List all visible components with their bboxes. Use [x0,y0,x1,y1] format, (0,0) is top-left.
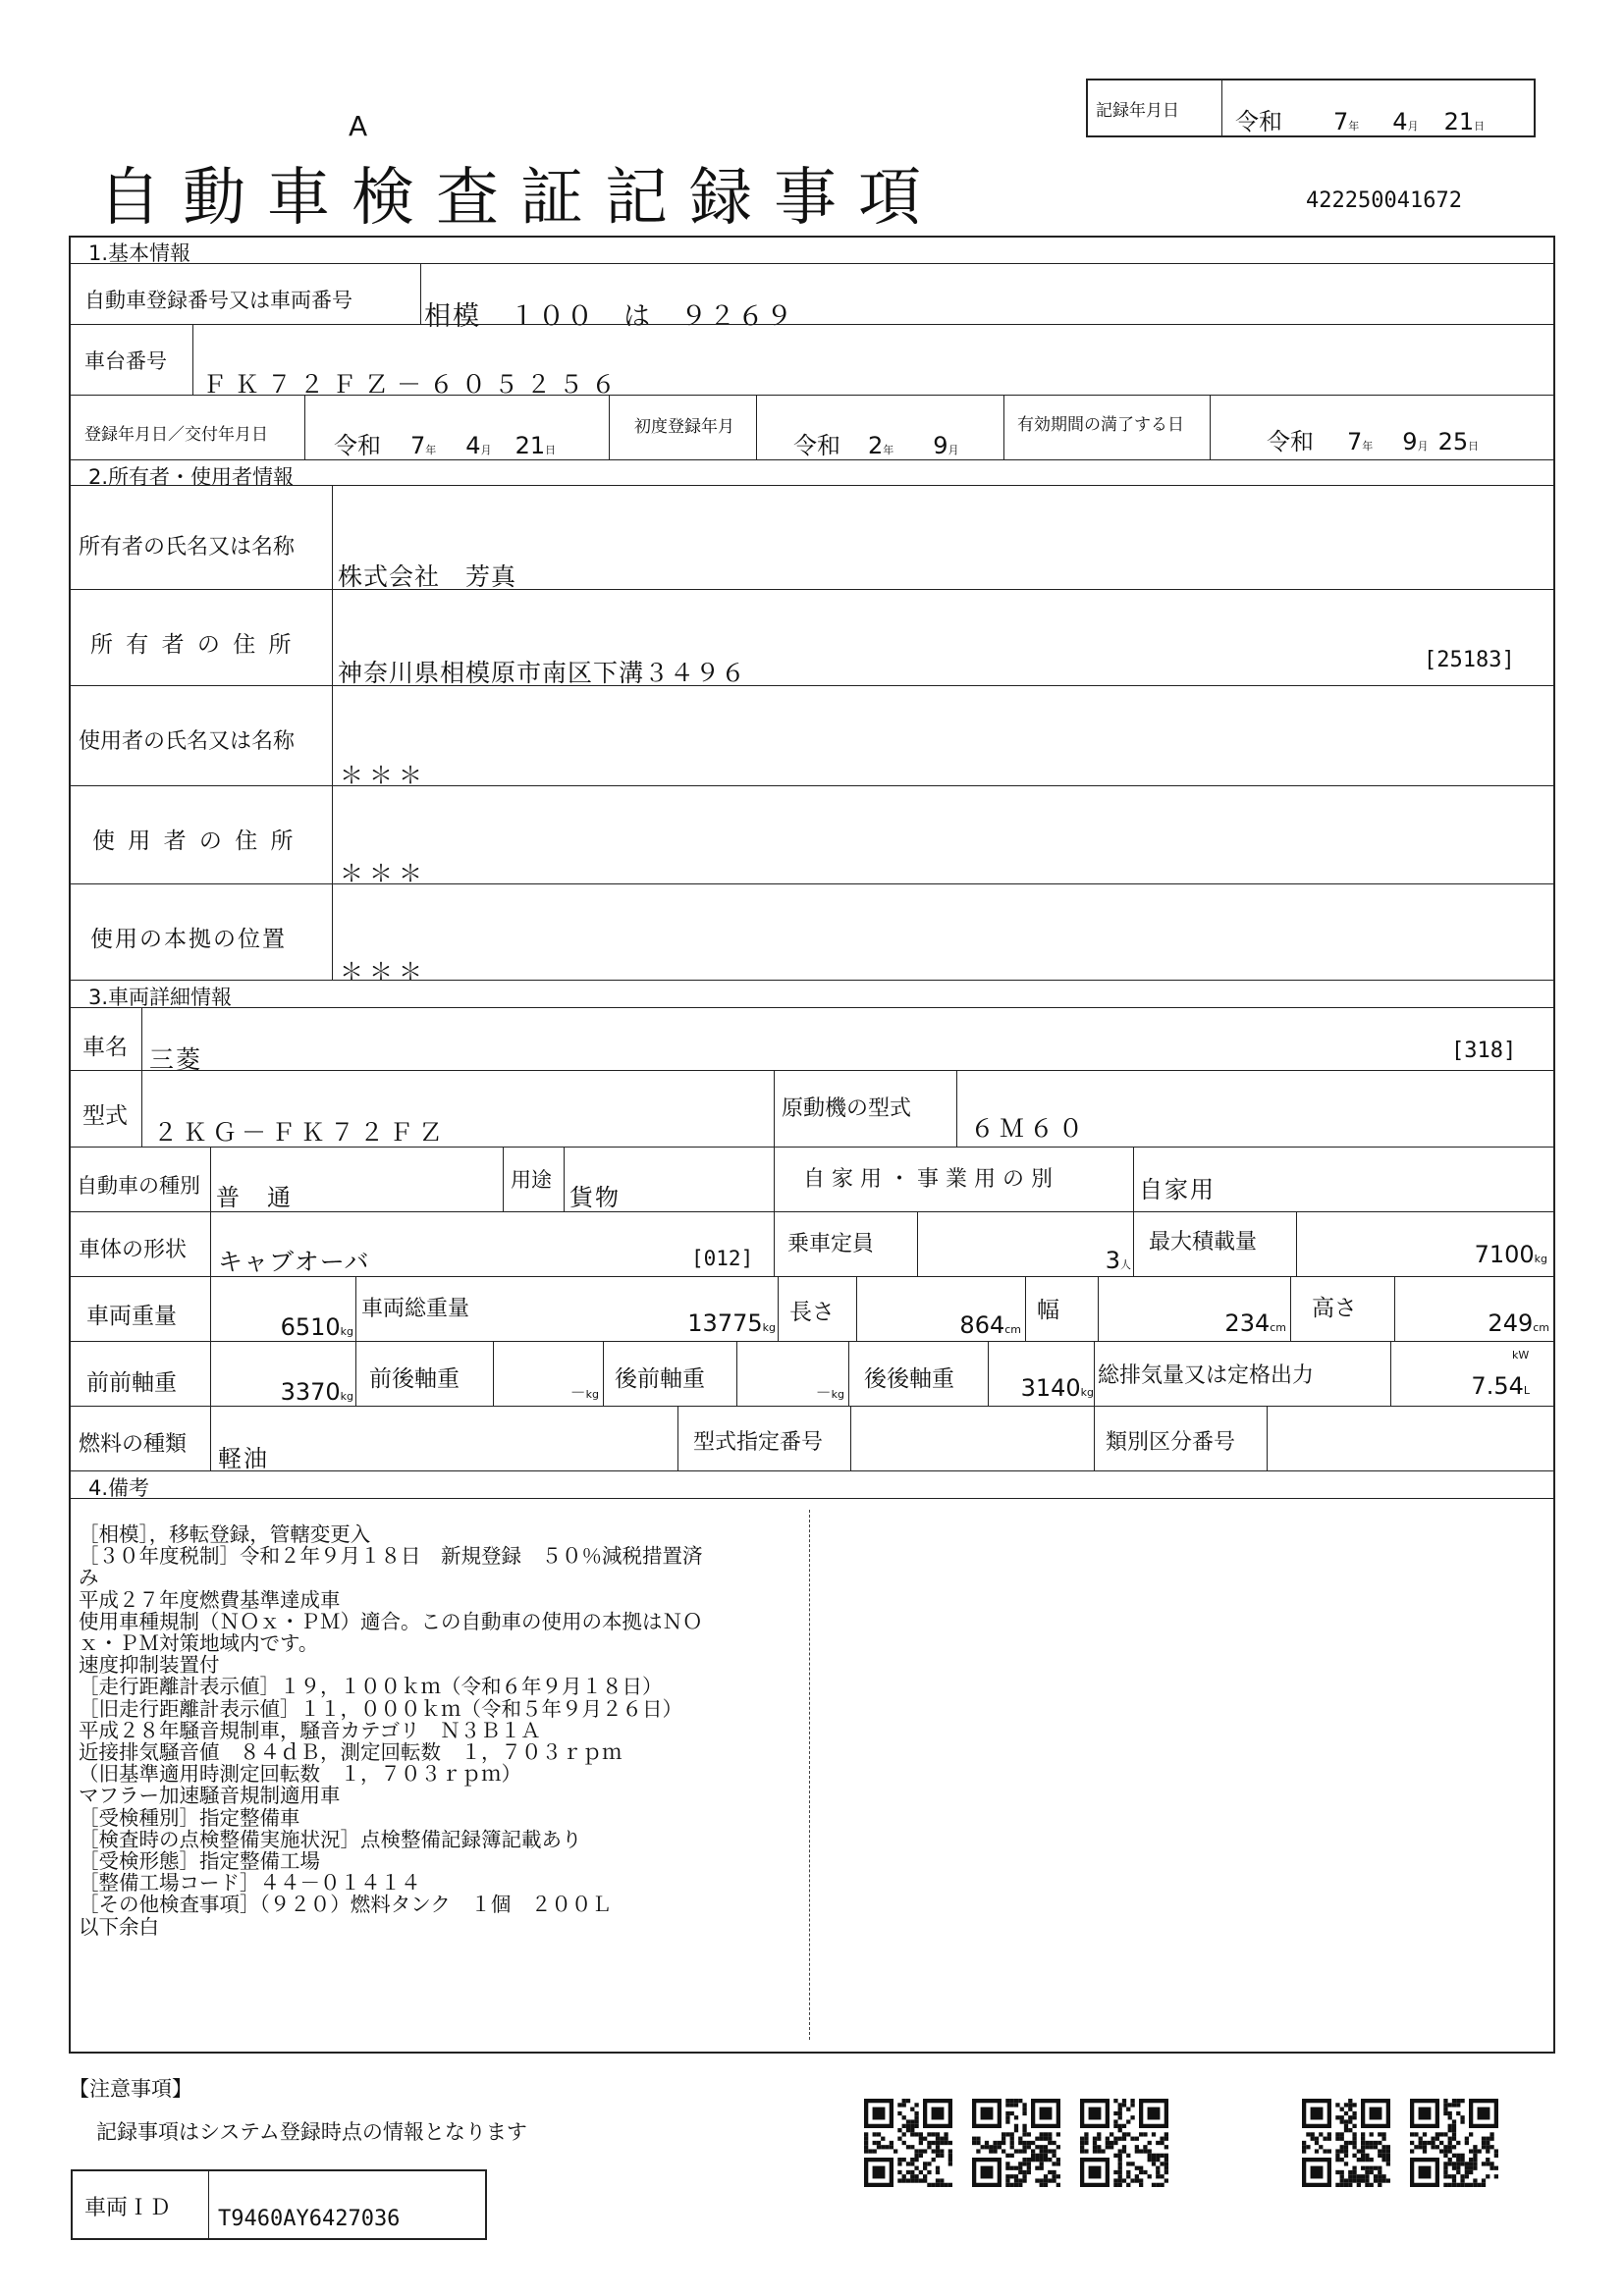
base-location-label: 使用の本拠の位置 [90,927,287,952]
fr-axle-value: －kg [569,1383,599,1402]
chassis-label: 車台番号 [84,349,167,373]
capacity-label: 乗車定員 [787,1232,875,1256]
ff-axle-label: 前前軸重 [86,1370,177,1396]
width-value: 234cm [1224,1309,1286,1337]
rf-axle-label: 後前軸重 [615,1366,705,1392]
remark-line: ［受検形態］指定整備工場 [79,1849,320,1874]
use-label: 用途 [511,1168,552,1192]
remark-line: 平成２７年度燃費基準達成車 [79,1587,341,1612]
qr-code-4 [1302,2099,1390,2187]
vehicle-id-value: T9460AY6427036 [218,2207,401,2231]
capacity-value: 3人 [1105,1247,1131,1274]
remark-line: み [79,1566,99,1590]
page-title: 自動車検査証記録事項 [98,162,943,235]
remark-line: 使用車種規制（ＮＯｘ・ＰＭ）適合。この自動車の使用の本拠はＮＯ [79,1609,703,1633]
body-shape-value: キャブオーバ [218,1248,370,1276]
notice-title: 【注意事項】 [69,2077,192,2101]
expiry-value: 令和 7年 9月 25日 [1267,428,1480,455]
base-location-value: ＊＊＊ [340,958,428,986]
vehicle-name-label: 車名 [82,1035,128,1060]
rr-axle-label: 後後軸重 [864,1366,954,1392]
vehicle-weight-value: 6510kg [280,1313,353,1341]
owner-name-label: 所有者の氏名又は名称 [79,535,296,560]
reg-number-value: 相模 １００ は ９２６９ [424,301,794,332]
remark-line: 速度抑制装置付 [79,1653,220,1678]
length-value: 864cm [959,1311,1021,1339]
remark-line: ［受検種別］指定整備車 [79,1805,300,1830]
owner-address-label: 所 有 者 の 住 所 [90,632,295,658]
user-address-value: ＊＊＊ [340,860,428,887]
length-label: 長さ [789,1300,835,1325]
max-load-label: 最大積載量 [1149,1230,1258,1255]
model-label: 型式 [82,1103,128,1129]
qr-code-1 [864,2099,952,2187]
chassis-value: ＦＫ７２ＦＺ－６０５２５６ [202,370,624,399]
remark-line: ｘ・ＰＭ対策地域内です。 [79,1631,319,1656]
remark-line: （旧基準適用時測定回転数 １，７０３ｒｐｍ） [79,1762,521,1787]
corner-mark: A [349,110,368,142]
owner-name-value: 株式会社 芳真 [338,562,517,591]
section-owner-title: 2.所有者・使用者情報 [88,465,295,489]
record-date-value: 令和 7年 4月 21日 [1235,108,1486,135]
remark-line: ［整備工場コード］４４－０１４１４ [79,1871,421,1896]
remark-line: 近接排気騒音値 ８４ｄＢ，測定回転数 １，７０３ｒｐｍ [79,1740,623,1765]
body-shape-code: [012] [691,1247,754,1270]
vehicle-type-label: 自動車の種別 [77,1174,200,1198]
reg-date-label: 登録年月日／交付年月日 [84,425,268,445]
remark-line: ［３０年度税制］令和２年９月１８日 新規登録 ５０％減税措置済 [79,1544,703,1569]
body-shape-label: 車体の形状 [79,1238,188,1262]
height-label: 高さ [1312,1296,1357,1321]
vehicle-type-value: 普 通 [216,1184,293,1211]
user-address-label: 使 用 者 の 住 所 [92,828,297,854]
remark-line: 以下余白 [79,1914,159,1939]
remark-line: ［走行距離計表示値］１９，１００ｋｍ（令和６年９月１８日） [79,1675,663,1699]
qr-code-5 [1410,2099,1498,2187]
vehicle-id-label: 車両ＩＤ [84,2196,172,2220]
remark-line: 平成２８年騒音規制車，騒音カテゴリ Ｎ３Ｂ１Ａ [79,1718,541,1742]
reg-number-label: 自動車登録番号又は車両番号 [84,289,352,312]
fuel-value: 軽油 [218,1445,269,1472]
vehicle-name-value: 三菱 [149,1045,203,1074]
remark-line: ［検査時の点検整備実施状況］点検整備記録簿記載あり [79,1827,582,1851]
ff-axle-value: 3370kg [280,1378,353,1406]
gross-weight-value: 13775kg [687,1309,776,1337]
use-value: 貨物 [569,1184,621,1211]
first-reg-label: 初度登録年月 [634,417,734,437]
rr-axle-value: 3140kg [1020,1374,1094,1402]
expiry-label: 有効期間の満了する日 [1017,415,1184,435]
vehicle-weight-label: 車両重量 [86,1304,177,1329]
fr-axle-label: 前後軸重 [369,1366,460,1392]
displacement-label: 総排気量又は定格出力 [1098,1363,1315,1388]
max-load-value: 7100kg [1474,1241,1547,1268]
engine-label: 原動機の型式 [782,1096,912,1121]
owner-address-value: 神奈川県相模原市南区下溝３４９６ [338,659,747,687]
width-label: 幅 [1037,1298,1059,1323]
document-number: 422250041672 [1306,188,1462,213]
fuel-label: 燃料の種類 [79,1432,188,1457]
engine-value: ６Ｍ６０ [970,1114,1089,1143]
remark-line: マフラー加速騒音規制適用車 [79,1784,341,1808]
displacement-value: 7.54L [1471,1372,1530,1400]
private-business-label: 自 家 用 ・ 事 業 用 の 別 [803,1167,1053,1192]
user-name-label: 使用者の氏名又は名称 [79,729,296,754]
vehicle-id-box [71,2169,487,2240]
user-name-value: ＊＊＊ [340,762,428,789]
qr-code-3 [1080,2099,1168,2187]
first-reg-value: 令和 2年 9月 [793,432,959,459]
remark-line: ［相模］，移転登録，管轄変更入 [79,1522,371,1546]
remark-line: ［旧走行距離計表示値］１１，０００ｋｍ（令和５年９月２６日） [79,1696,682,1721]
category-label: 類別区分番号 [1106,1430,1236,1455]
rf-axle-value: －kg [815,1383,844,1402]
private-business-value: 自家用 [1139,1176,1216,1203]
model-value: ２ＫＧ－ＦＫ７２ＦＺ [153,1118,449,1147]
section-vehicle-title: 3.車両詳細情報 [88,986,233,1009]
designation-label: 型式指定番号 [693,1430,824,1455]
height-value: 249cm [1488,1309,1549,1337]
reg-date-value: 令和 7年 4月 21日 [334,432,557,459]
displacement-unit-kw: kW [1512,1349,1530,1362]
section-basic-title: 1.基本情報 [88,241,191,265]
vehicle-name-code: [318] [1451,1039,1517,1063]
remarks-list [79,1523,703,1938]
record-date-box [1086,79,1536,137]
owner-address-code: [25183] [1424,648,1515,672]
gross-weight-label: 車両総重量 [361,1297,470,1321]
remark-line: ［その他検査事項］（９２０）燃料タンク １個 ２００Ｌ [79,1893,612,1917]
notice-text: 記録事項はシステム登録時点の情報となります [96,2120,527,2144]
section-remarks-title: 4.備考 [88,1476,150,1500]
record-date-label: 記録年月日 [1096,101,1179,121]
qr-code-2 [972,2099,1060,2187]
